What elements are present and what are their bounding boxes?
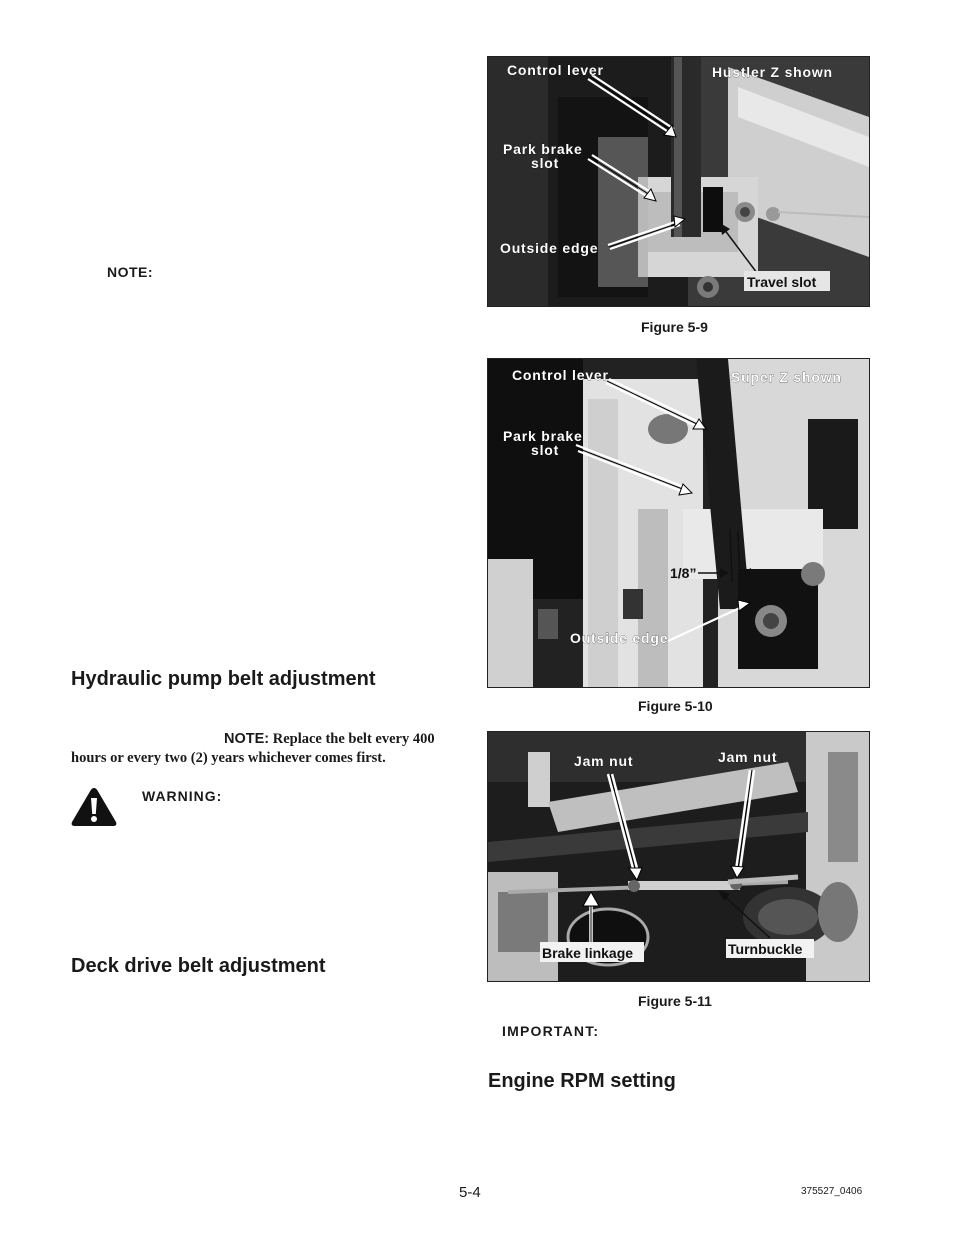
fig11-label-turnbuckle: Turnbuckle bbox=[728, 941, 803, 957]
fig10-label-control-lever: Control lever bbox=[512, 367, 609, 383]
fig9-label-park-brake-2: slot bbox=[531, 155, 560, 171]
fig11-label-jam-nut-right: Jam nut bbox=[718, 749, 778, 765]
fig10-label-model: Super Z shown bbox=[731, 369, 842, 385]
figure-5-10-caption: Figure 5-10 bbox=[638, 698, 713, 714]
page-number: 5-4 bbox=[459, 1184, 481, 1201]
figure-5-11-photo bbox=[487, 731, 870, 982]
fig9-label-control-lever: Control lever bbox=[507, 62, 604, 78]
figure-5-9-caption: Figure 5-9 bbox=[641, 319, 708, 335]
fig9-label-travel-slot: Travel slot bbox=[747, 274, 817, 290]
heading-engine-rpm: Engine RPM setting bbox=[488, 1070, 676, 1092]
figure-5-11-caption: Figure 5-11 bbox=[638, 993, 712, 1009]
hydraulic-note-label: NOTE: bbox=[224, 731, 270, 747]
warning-triangle-icon bbox=[69, 785, 119, 834]
fig11-label-brake-linkage: Brake linkage bbox=[542, 945, 634, 961]
fig10-label-park-brake-2: slot bbox=[531, 442, 560, 458]
fig10-label-gap: 1/8” bbox=[670, 565, 697, 581]
fig9-label-model: Hustler Z shown bbox=[712, 64, 833, 80]
note-label: NOTE: bbox=[107, 264, 154, 280]
heading-hydraulic-pump-belt: Hydraulic pump belt adjustment bbox=[71, 668, 376, 690]
figure-5-10-photo bbox=[487, 358, 870, 688]
fig10-label-outside-edge: Outside edge bbox=[570, 630, 669, 646]
fig10-label-park-brake-1: Park brake bbox=[503, 428, 583, 444]
hydraulic-note-line1: Replace the belt every 400 bbox=[272, 731, 435, 747]
hydraulic-note bbox=[71, 730, 461, 768]
fig9-label-outside-edge: Outside edge bbox=[500, 240, 599, 256]
fig11-label-jam-nut-left: Jam nut bbox=[574, 753, 634, 769]
document-number: 375527_0406 bbox=[801, 1186, 863, 1197]
figure-5-9-photo bbox=[487, 56, 870, 307]
heading-deck-drive-belt: Deck drive belt adjustment bbox=[71, 955, 326, 977]
fig9-label-park-brake-1: Park brake bbox=[503, 141, 583, 157]
hydraulic-note-line2: hours or every two (2) years whichever comes first. bbox=[71, 750, 386, 766]
warning-label: WARNING: bbox=[142, 788, 223, 804]
important-label: IMPORTANT: bbox=[502, 1023, 600, 1039]
